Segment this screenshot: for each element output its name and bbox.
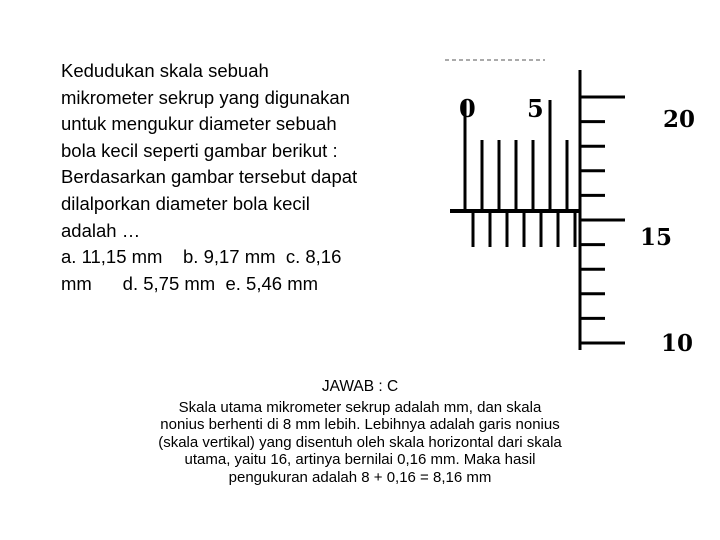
main-scale-label-5: 5 xyxy=(527,94,544,123)
answer-block xyxy=(100,378,620,486)
micrometer-diagram xyxy=(435,45,695,360)
question-line: bola kecil seperti gambar berikut : xyxy=(61,139,338,161)
question-line: a. 11,15 mm b. 9,17 mm c. 8,16 xyxy=(61,246,342,268)
answer-line: nonius berhenti di 8 mm lebih. Lebihnya adalah garis nonius xyxy=(160,416,560,433)
micrometer-figure xyxy=(435,45,695,360)
thimble-label-15: 15 xyxy=(640,224,673,251)
question-line: untuk mengukur diameter sebuah xyxy=(61,113,337,135)
thimble-label-10: 10 xyxy=(661,330,694,357)
question-line: adalah … xyxy=(61,219,141,241)
question-text xyxy=(61,58,411,297)
main-scale-upper-ticks xyxy=(465,100,567,211)
main-scale-lower-ticks xyxy=(473,211,575,247)
question-line: Berdasarkan gambar tersebut dapat xyxy=(61,166,358,188)
answer-line: Skala utama mikrometer sekrup adalah mm, dan skala xyxy=(178,398,542,416)
question-line: mm d. 5,75 mm e. 5,46 mm xyxy=(61,272,319,294)
answer-line: utama, yaitu 16, artinya bernilai 0,16 mm. Maka hasil xyxy=(184,451,536,468)
answer-line: (skala vertikal) yang disentuh oleh skala horizontal dari skala xyxy=(158,433,562,451)
main-scale-label-0: 0 xyxy=(459,94,476,123)
question-line: dilalporkan diameter bola kecil xyxy=(61,192,310,214)
answer-heading: JAWAB : C xyxy=(321,378,399,395)
thimble-ticks xyxy=(580,97,625,343)
thimble-label-20: 20 xyxy=(663,106,695,133)
answer-line: pengukuran adalah 8 + 0,16 = 8,16 mm xyxy=(228,468,492,486)
question-line: mikrometer sekrup yang digunakan xyxy=(61,86,350,108)
question-line: Kedudukan skala sebuah xyxy=(61,60,269,81)
